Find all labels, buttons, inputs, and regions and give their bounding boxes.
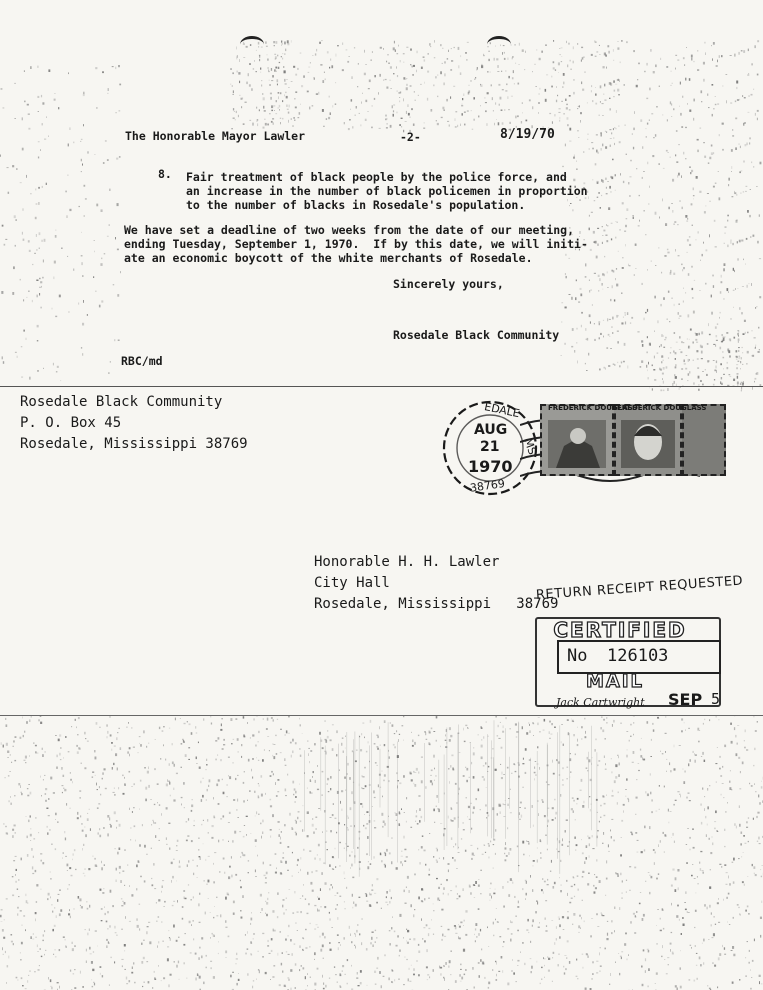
postmark-month: AUG — [474, 422, 508, 438]
postage-stamp — [614, 404, 682, 476]
return-address-line: Rosedale, Mississippi 38769 — [20, 436, 248, 452]
postmark-year: 1970 — [468, 457, 513, 476]
certified-number: 126103 — [607, 646, 669, 666]
item-line: Fair treatment of black people by the police force, and — [186, 170, 567, 184]
certified-number-prefix: No — [567, 646, 588, 666]
stamp-label: FREDERICK DOUGLASS — [548, 404, 638, 412]
signature-block: Rosedale Black Community — [393, 328, 560, 342]
sep-mark: SEP — [668, 690, 703, 709]
recipient-line: Honorable H. H. Lawler — [314, 554, 500, 570]
closing: Sincerely yours, — [393, 277, 504, 291]
recipient-line: City Hall — [314, 575, 390, 591]
typist-initials: RBC/md — [121, 354, 163, 368]
item-line: an increase in the number of black policemen in proportion — [186, 184, 588, 198]
postage-stamp — [682, 404, 726, 476]
postage-stamp — [540, 404, 614, 476]
stamp-portrait-icon — [542, 406, 612, 474]
mail-label: MAIL — [586, 671, 645, 692]
return-address-line: P. O. Box 45 — [20, 415, 122, 431]
postmark-town: EDALE — [483, 400, 521, 421]
certified-number-box — [557, 640, 721, 674]
stamp-label: FREDERICK DOUGLASS — [617, 404, 707, 412]
deadline-line: ate an economic boycott of the white merchants of Rosedale. — [124, 251, 533, 265]
return-receipt-requested: RETURN RECEIPT REQUESTED — [535, 573, 744, 603]
handwritten-signature: Jack Cartwright — [556, 696, 645, 709]
postmark-state: MS — [521, 436, 540, 457]
deadline-line: We have set a deadline of two weeks from the date of our meeting, — [124, 223, 575, 237]
recipient-line: Rosedale, Mississippi 38769 — [314, 596, 559, 612]
header-addressee: The Honorable Mayor Lawler — [125, 129, 306, 143]
day-mark: 5 — [711, 690, 721, 708]
deadline-line: ending Tuesday, September 1, 1970. If by this date, we will initi- — [124, 237, 588, 251]
postmark-zip: 38769 — [469, 476, 506, 495]
stamp-portrait-icon — [616, 406, 680, 474]
header-date: 8/19/70 — [500, 127, 555, 142]
return-address-line: Rosedale Black Community — [20, 394, 223, 410]
item-number: 8. — [158, 167, 172, 181]
letter-page — [0, 0, 763, 385]
certified-label: CERTIFIED — [553, 618, 687, 642]
item-line: to the number of blacks in Rosedale's population. — [186, 198, 526, 212]
header-page-number: -2- — [400, 130, 421, 144]
postmark-day: 21 — [480, 439, 500, 455]
